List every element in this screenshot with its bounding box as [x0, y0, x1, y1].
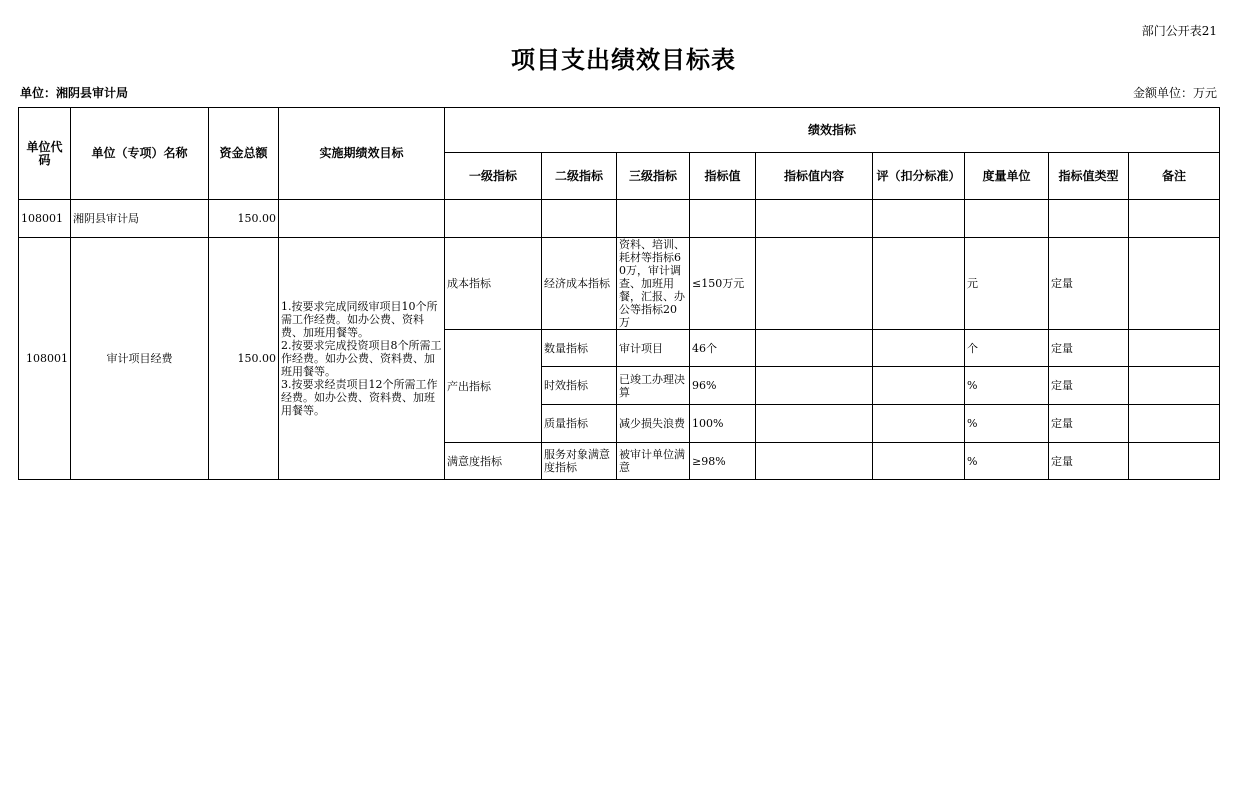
indicator-level2: 经济成本指标 [542, 238, 617, 330]
header-remark: 备注 [1129, 153, 1220, 200]
indicator-content [756, 405, 873, 443]
indicator-level2: 质量指标 [542, 405, 617, 443]
project-code: 108001 [19, 238, 71, 480]
header-value-type: 指标值类型 [1049, 153, 1129, 200]
project-total: 150.00 [209, 238, 279, 480]
indicator-level1: 成本指标 [445, 238, 542, 330]
summary-total: 150.00 [209, 200, 279, 238]
indicator-level1: 满意度指标 [445, 443, 542, 480]
page-title: 项目支出绩效目标表 [511, 46, 736, 74]
indicator-type: 定量 [1049, 405, 1129, 443]
indicator-unit: 元 [965, 238, 1049, 330]
indicator-value: 96% [690, 367, 756, 405]
header-performance-goal: 实施期绩效目标 [279, 108, 445, 200]
summary-code: 108001 [19, 200, 71, 238]
header-measure-unit: 度量单位 [965, 153, 1049, 200]
indicator-type: 定量 [1049, 238, 1129, 330]
indicator-type: 定量 [1049, 330, 1129, 367]
unit-label: 单位：湘阴县审计局 [20, 86, 129, 100]
header-scoring: 评（扣分标准） [873, 153, 965, 200]
indicator-value: ≥98% [690, 443, 756, 480]
indicator-level2: 服务对象满意度指标 [542, 443, 617, 480]
indicator-unit: % [965, 443, 1049, 480]
table-row [19, 238, 1220, 330]
indicator-content [756, 330, 873, 367]
indicator-remark [1129, 238, 1220, 330]
indicator-level3: 被审计单位满意 [617, 443, 690, 480]
header-level3: 三级指标 [617, 153, 690, 200]
indicator-scoring [873, 405, 965, 443]
header-value: 指标值 [690, 153, 756, 200]
indicator-scoring [873, 238, 965, 330]
indicator-level1: 产出指标 [445, 330, 542, 443]
indicator-remark [1129, 367, 1220, 405]
project-name: 审计项目经费 [71, 238, 209, 480]
indicator-unit: % [965, 367, 1049, 405]
indicator-remark [1129, 405, 1220, 443]
indicator-type: 定量 [1049, 443, 1129, 480]
performance-table [18, 107, 1220, 480]
project-goal: 1.按要求完成同级审项目10个所需工作经费。如办公费、资料费、加班用餐等。 2.按要求完成投资项目8个所需工作经费。如办公费、资料费、加班用餐等。 3.按要求经责项目12个所需工作经费。如办公费、资料费、加班用餐等。 [279, 238, 445, 480]
indicator-level3: 已竣工办理决算 [617, 367, 690, 405]
indicator-value: 46个 [690, 330, 756, 367]
header-total-funds: 资金总额 [209, 108, 279, 200]
header-level1: 一级指标 [445, 153, 542, 200]
amount-unit-label: 金额单位：万元 [1132, 86, 1217, 100]
indicator-level3: 审计项目 [617, 330, 690, 367]
indicator-unit: 个 [965, 330, 1049, 367]
indicator-level3: 减少损失浪费 [617, 405, 690, 443]
indicator-unit: % [965, 405, 1049, 443]
indicator-remark [1129, 330, 1220, 367]
indicator-content [756, 367, 873, 405]
header-unit-name: 单位（专项）名称 [71, 108, 209, 200]
indicator-content [756, 238, 873, 330]
header-value-content: 指标值内容 [756, 153, 873, 200]
indicator-level2: 时效指标 [542, 367, 617, 405]
header-level2: 二级指标 [542, 153, 617, 200]
indicator-value: 100% [690, 405, 756, 443]
indicator-level2: 数量指标 [542, 330, 617, 367]
summary-name: 湘阴县审计局 [71, 200, 209, 238]
indicator-scoring [873, 367, 965, 405]
indicator-content [756, 443, 873, 480]
indicator-value: ≤150万元 [690, 238, 756, 330]
indicator-type: 定量 [1049, 367, 1129, 405]
form-number: 部门公开表21 [1141, 24, 1217, 38]
indicator-remark [1129, 443, 1220, 480]
indicator-scoring [873, 443, 965, 480]
table-row [19, 200, 1220, 238]
header-unit-code: 单位代码 [19, 108, 71, 200]
indicator-level3: 资料、培训、耗材等指标60万，审计调查、加班用餐，汇报、办公等指标20万 [617, 238, 690, 330]
header-indicators: 绩效指标 [445, 108, 1220, 153]
indicator-scoring [873, 330, 965, 367]
